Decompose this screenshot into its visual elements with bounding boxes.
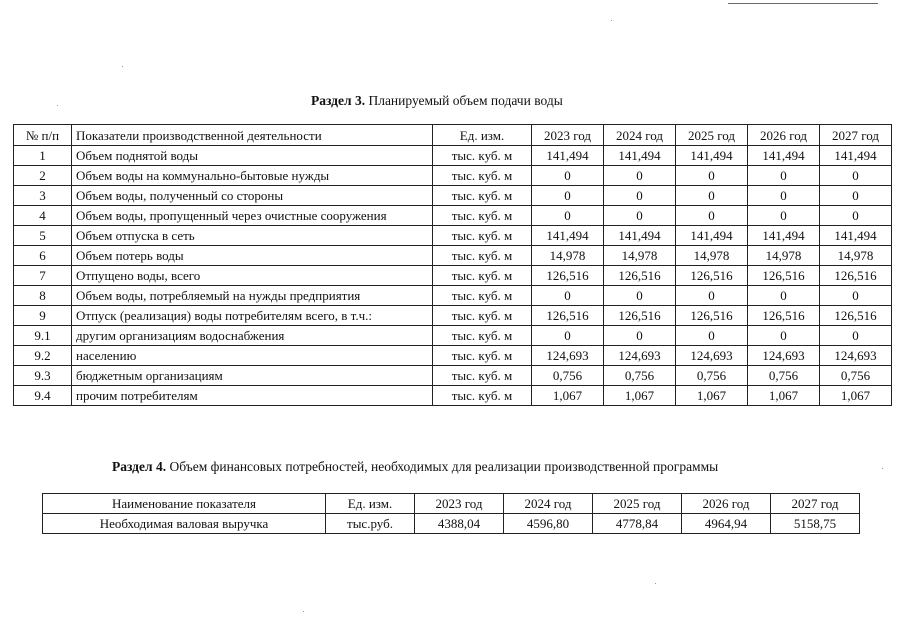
value-cell: 0 (748, 166, 820, 186)
indicator-name-cell: Объем воды, потребляемый на нужды предприятия (72, 286, 433, 306)
row-number-cell: 9.2 (14, 346, 72, 366)
value-cell: 14,978 (820, 246, 892, 266)
value-cell: 14,978 (532, 246, 604, 266)
value-cell: 126,516 (532, 306, 604, 326)
header-cell: Ед. изм. (326, 494, 415, 514)
row-number-cell: 2 (14, 166, 72, 186)
value-cell: 141,494 (532, 226, 604, 246)
header-cell: 2024 год (504, 494, 593, 514)
table-row (14, 286, 892, 306)
value-cell: 0 (604, 286, 676, 306)
table-row (14, 186, 892, 206)
value-cell: 0 (748, 326, 820, 346)
value-cell: 0 (604, 326, 676, 346)
value-cell: 126,516 (820, 266, 892, 286)
financial-needs-table (42, 493, 860, 534)
indicator-name-cell: Отпущено воды, всего (72, 266, 433, 286)
row-number-cell: 9.1 (14, 326, 72, 346)
value-cell: 0 (676, 186, 748, 206)
row-number-cell: 7 (14, 266, 72, 286)
indicator-name-cell: Объем потерь воды (72, 246, 433, 266)
value-cell: 0 (604, 166, 676, 186)
table-row (14, 386, 892, 406)
unit-cell: тыс. куб. м (433, 366, 532, 386)
table-row (14, 326, 892, 346)
unit-cell: тыс. куб. м (433, 206, 532, 226)
indicator-name-cell: бюджетным организациям (72, 366, 433, 386)
header-cell: 2023 год (415, 494, 504, 514)
table-row (14, 366, 892, 386)
value-cell: 126,516 (604, 266, 676, 286)
table-header-row (14, 125, 892, 146)
table-row (43, 514, 860, 534)
value-cell: 4596,80 (504, 514, 593, 534)
value-cell: 0 (820, 286, 892, 306)
table-row (14, 146, 892, 166)
indicator-name-cell: другим организациям водоснабжения (72, 326, 433, 346)
row-number-cell: 6 (14, 246, 72, 266)
unit-cell: тыс. куб. м (433, 166, 532, 186)
value-cell: 0,756 (748, 366, 820, 386)
table-row (14, 266, 892, 286)
value-cell: 0 (604, 186, 676, 206)
header-cell: 2025 год (593, 494, 682, 514)
scan-edge-artifact (728, 0, 878, 4)
value-cell: 124,693 (820, 346, 892, 366)
value-cell: 141,494 (676, 226, 748, 246)
unit-cell: тыс. куб. м (433, 266, 532, 286)
value-cell: 141,494 (748, 146, 820, 166)
indicator-name-cell: Отпуск (реализация) воды потребителям всего, в т.ч.: (72, 306, 433, 326)
unit-cell: тыс. куб. м (433, 226, 532, 246)
section-4-title-bold: Раздел 4. (112, 459, 167, 474)
table-row (14, 246, 892, 266)
unit-cell: тыс. куб. м (433, 306, 532, 326)
header-cell: 2027 год (820, 125, 892, 146)
table-row (14, 166, 892, 186)
value-cell: 0 (532, 286, 604, 306)
section-3-title (311, 93, 563, 109)
unit-cell: тыс. куб. м (433, 386, 532, 406)
unit-cell: тыс. куб. м (433, 286, 532, 306)
value-cell: 14,978 (676, 246, 748, 266)
value-cell: 4778,84 (593, 514, 682, 534)
header-cell: Ед. изм. (433, 125, 532, 146)
row-number-cell: 9 (14, 306, 72, 326)
value-cell: 141,494 (604, 226, 676, 246)
table-row (14, 226, 892, 246)
value-cell: 0 (676, 166, 748, 186)
header-cell: 2026 год (748, 125, 820, 146)
value-cell: 0 (820, 166, 892, 186)
value-cell: 0 (532, 186, 604, 206)
unit-cell: тыс.руб. (326, 514, 415, 534)
unit-cell: тыс. куб. м (433, 146, 532, 166)
unit-cell: тыс. куб. м (433, 346, 532, 366)
scan-speck (303, 611, 304, 612)
table-header-row (43, 494, 860, 514)
value-cell: 0 (748, 186, 820, 206)
value-cell: 1,067 (820, 386, 892, 406)
value-cell: 1,067 (532, 386, 604, 406)
value-cell: 0,756 (604, 366, 676, 386)
value-cell: 0 (604, 206, 676, 226)
scan-speck (655, 583, 656, 584)
value-cell: 0 (820, 326, 892, 346)
water-supply-table (13, 124, 892, 406)
row-number-cell: 4 (14, 206, 72, 226)
value-cell: 0 (676, 206, 748, 226)
indicator-name-cell: Объем отпуска в сеть (72, 226, 433, 246)
indicator-name-cell: Объем воды, полученный со стороны (72, 186, 433, 206)
indicator-name-cell: Объем воды на коммунально-бытовые нужды (72, 166, 433, 186)
section-4-title (112, 459, 718, 475)
value-cell: 0 (748, 206, 820, 226)
unit-cell: тыс. куб. м (433, 246, 532, 266)
value-cell: 0,756 (676, 366, 748, 386)
unit-cell: тыс. куб. м (433, 186, 532, 206)
value-cell: 126,516 (676, 266, 748, 286)
value-cell: 141,494 (748, 226, 820, 246)
value-cell: 0 (532, 166, 604, 186)
water-supply-table-body (14, 125, 892, 406)
row-number-cell: 5 (14, 226, 72, 246)
header-cell: Наименование показателя (43, 494, 326, 514)
value-cell: 141,494 (604, 146, 676, 166)
row-number-cell: 3 (14, 186, 72, 206)
table-row (14, 206, 892, 226)
header-cell: 2026 год (682, 494, 771, 514)
header-cell: 2025 год (676, 125, 748, 146)
value-cell: 126,516 (676, 306, 748, 326)
scan-speck (122, 66, 123, 67)
value-cell: 4388,04 (415, 514, 504, 534)
indicator-name-cell: Объем воды, пропущенный через очистные сооружения (72, 206, 433, 226)
value-cell: 4964,94 (682, 514, 771, 534)
value-cell: 141,494 (820, 226, 892, 246)
value-cell: 0 (820, 206, 892, 226)
row-number-cell: 8 (14, 286, 72, 306)
value-cell: 14,978 (604, 246, 676, 266)
row-number-cell: 9.3 (14, 366, 72, 386)
value-cell: 0 (676, 286, 748, 306)
header-cell: № п/п (14, 125, 72, 146)
section-3-title-bold: Раздел 3. (311, 93, 366, 108)
financial-needs-table-body (43, 494, 860, 534)
row-number-cell: 9.4 (14, 386, 72, 406)
value-cell: 126,516 (748, 306, 820, 326)
indicator-name-cell: населению (72, 346, 433, 366)
indicator-name-cell: прочим потребителям (72, 386, 433, 406)
scan-speck (57, 105, 58, 106)
value-cell: 124,693 (532, 346, 604, 366)
value-cell: 126,516 (604, 306, 676, 326)
value-cell: 14,978 (748, 246, 820, 266)
value-cell: 126,516 (532, 266, 604, 286)
value-cell: 0 (676, 326, 748, 346)
value-cell: 124,693 (676, 346, 748, 366)
row-number-cell: 1 (14, 146, 72, 166)
value-cell: 141,494 (820, 146, 892, 166)
value-cell: 5158,75 (771, 514, 860, 534)
indicator-name-cell: Объем поднятой воды (72, 146, 433, 166)
value-cell: 1,067 (676, 386, 748, 406)
scan-speck (882, 468, 883, 469)
value-cell: 126,516 (748, 266, 820, 286)
value-cell: 141,494 (532, 146, 604, 166)
table-row (14, 346, 892, 366)
value-cell: 126,516 (820, 306, 892, 326)
value-cell: 0,756 (820, 366, 892, 386)
header-cell: 2023 год (532, 125, 604, 146)
value-cell: 141,494 (676, 146, 748, 166)
section-3-title-text: Планируемый объем подачи воды (365, 93, 563, 108)
value-cell: 1,067 (604, 386, 676, 406)
unit-cell: тыс. куб. м (433, 326, 532, 346)
indicator-name-cell: Необходимая валовая выручка (43, 514, 326, 534)
scan-speck (611, 20, 612, 21)
value-cell: 0 (820, 186, 892, 206)
value-cell: 0,756 (532, 366, 604, 386)
header-cell: 2024 год (604, 125, 676, 146)
value-cell: 0 (532, 326, 604, 346)
header-cell: Показатели производственной деятельности (72, 125, 433, 146)
value-cell: 0 (532, 206, 604, 226)
value-cell: 124,693 (748, 346, 820, 366)
table-row (14, 306, 892, 326)
value-cell: 124,693 (604, 346, 676, 366)
value-cell: 1,067 (748, 386, 820, 406)
value-cell: 0 (748, 286, 820, 306)
header-cell: 2027 год (771, 494, 860, 514)
section-4-title-text: Объем финансовых потребностей, необходимых для реализации производственной программы (166, 459, 719, 474)
